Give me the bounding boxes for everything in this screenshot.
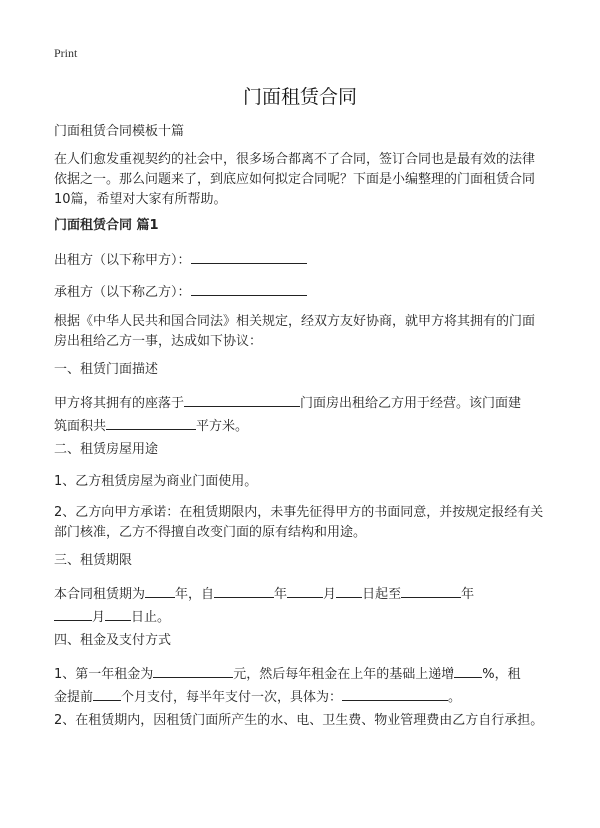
section-title: 门面租赁合同 篇1 <box>54 218 159 233</box>
first-year-rent-blank <box>153 662 233 678</box>
heading-1: 一、租赁门面描述 <box>54 362 159 377</box>
increase-percent-blank <box>454 662 482 678</box>
intro-paragraph: 在人们愈发重视契约的社会中，很多场合都离不了合同，签订合同也是最有效的法律依据之一。那么问题来了，到底应如何拟定合同呢？下面是小编整理的门面租赁合同10篇，希望对大家有所帮助。 <box>54 152 536 207</box>
page-title: 门面租赁合同 <box>242 86 357 108</box>
p3-text-f: 年 <box>461 587 475 602</box>
paragraph-2-1: 1、乙方租赁房屋为商业门面使用。 <box>54 474 258 489</box>
p4-text-f: 。 <box>448 690 462 705</box>
p3-text-c: 年 <box>274 587 288 602</box>
lessor-label: 出租方（以下称甲方）： <box>54 253 191 268</box>
p1-text-c: 筑面积共 <box>54 419 107 434</box>
preamble-paragraph: 根据《中华人民共和国合同法》相关规定，经双方友好协商，就甲方将其拥有的门面房出租给乙方一事，达成如下协议： <box>54 314 536 349</box>
lessor-line <box>54 248 544 271</box>
p1-text-d: 平方米。 <box>196 419 249 434</box>
advance-months-blank <box>93 685 121 701</box>
paragraph-4-2: 2、在租赁期内，因租赁门面所产生的水、电、卫生费、物业管理费由乙方自行承担。 <box>54 713 544 728</box>
p4-text-e: 个月支付，每半年支付一次，具体为： <box>121 690 343 705</box>
p4-text-b: 元，然后每年租金在上年的基础上递增 <box>233 667 455 682</box>
p3-text-b: 年，自 <box>175 587 215 602</box>
start-day-blank <box>336 582 362 598</box>
p3-text-h: 日止。 <box>131 610 171 625</box>
heading-4: 四、租金及支付方式 <box>54 633 172 648</box>
start-month-blank <box>287 582 323 598</box>
paragraph-2-2: 2、乙方向甲方承诺：在租赁期限内，未事先征得甲方的书面同意，并按规定报经有关部门核准，乙方不得擅自改变门面的原有结构和用途。 <box>54 505 544 540</box>
print-link[interactable]: Print <box>54 46 78 60</box>
area-blank <box>106 414 196 430</box>
lessor-blank <box>191 248 307 264</box>
end-year-blank <box>401 582 461 598</box>
p3-text-g: 月 <box>92 610 106 625</box>
paragraph-1 <box>54 391 544 437</box>
start-year-blank <box>214 582 274 598</box>
location-blank <box>184 391 300 407</box>
p3-text-a: 本合同租赁期为 <box>54 587 146 602</box>
end-month-lead-blank <box>54 605 92 621</box>
heading-3: 三、租赁期限 <box>54 553 133 568</box>
p4-text-a: 1、第一年租金为 <box>54 667 154 682</box>
end-day-blank <box>105 605 131 621</box>
term-years-blank <box>145 582 175 598</box>
lessee-blank <box>191 280 307 296</box>
p3-text-d: 月 <box>323 587 337 602</box>
subtitle: 门面租赁合同模板十篇 <box>54 124 185 139</box>
paragraph-3 <box>54 582 544 628</box>
lessee-label: 承租方（以下称乙方）： <box>54 285 191 300</box>
payment-details-blank <box>342 685 448 701</box>
p1-text-a: 甲方将其拥有的座落于 <box>54 396 185 411</box>
p3-text-e: 日起至 <box>362 587 402 602</box>
lessee-line <box>54 280 544 303</box>
p4-text-d: 金提前 <box>54 690 94 705</box>
paragraph-4-1 <box>54 662 544 708</box>
p4-text-c: %，租 <box>482 667 521 682</box>
p1-text-b: 门面房出租给乙方用于经营。该门面建 <box>300 396 522 411</box>
heading-2: 二、租赁房屋用途 <box>54 442 159 457</box>
